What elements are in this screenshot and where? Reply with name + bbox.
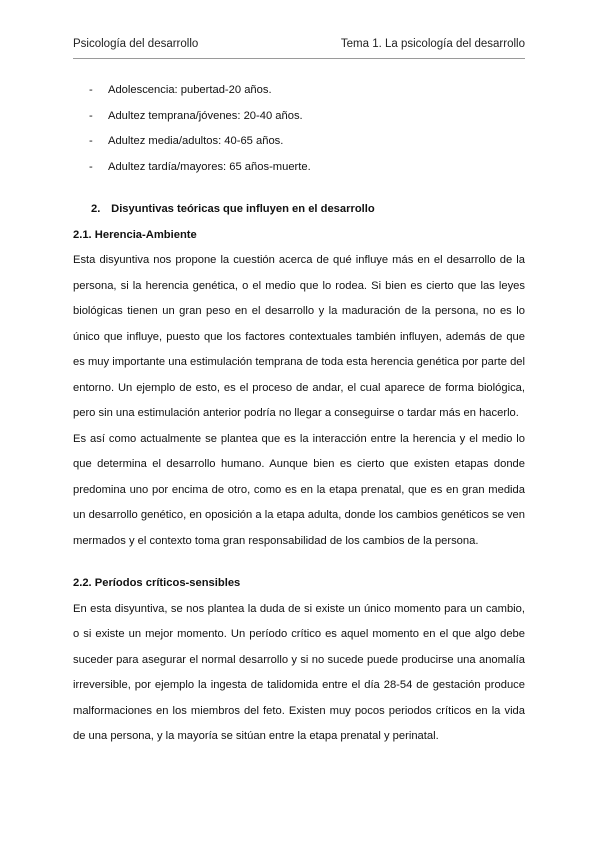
- subsection-heading-periodos-criticos: 2.2. Períodos críticos-sensibles: [73, 577, 241, 589]
- list-dash: -: [89, 160, 93, 173]
- page-content: [73, 78, 525, 750]
- section-title: Disyuntivas teóricas que influyen en el desarrollo: [111, 203, 375, 215]
- header-topic-title: Tema 1. La psicología del desarrollo: [340, 38, 525, 50]
- page-header: [73, 36, 525, 54]
- list-item-text: Adultez temprana/jóvenes: 20-40 años.: [108, 109, 303, 122]
- list-item-text: Adolescencia: pubertad-20 años.: [108, 84, 272, 96]
- list-item: [73, 78, 525, 104]
- list-item: [73, 129, 525, 155]
- list-dash: -: [89, 84, 93, 96]
- list-dash: -: [89, 109, 93, 122]
- list-dash: -: [89, 135, 93, 147]
- subsection-heading-herencia-ambiente: 2.1. Herencia-Ambiente: [73, 228, 197, 241]
- section-number: 2.: [91, 203, 101, 215]
- paragraph: Es así como actualmente se plantea que es la interacción entre la herencia y el medio lo que determina el desarrollo humano. Aunque bien es cierto que existen etapas donde predomina uno por encima de otro, como es en la etapa prenatal, que es en gran medida un desarrollo genético, en oposición a la etapa adulta, donde los cambios genéticos se ven mermados y el contexto toma gran responsabilidad de los cambios de la persona.: [73, 432, 525, 547]
- list-item-text: Adultez tardía/mayores: 65 años-muerte.: [108, 160, 311, 173]
- header-divider: [73, 58, 525, 59]
- header-course-title: Psicología del desarrollo: [73, 38, 199, 50]
- paragraph: En esta disyuntiva, se nos plantea la duda de si existe un único momento para un cambio, o si existe un mejor momento. Un período crítico es aquel momento en el que algo debe suceder para asegurar el normal desarrollo y si no sucede puede producirse una anomalía irreversible, por ejemplo la ingesta de talidomida entre el día 28-54 de gestación produce malformaciones en los miembros del feto. Existen muy pocos periodos críticos en la vida de una persona, y la mayoría se sitúan entre la etapa prenatal y perinatal.: [73, 602, 525, 742]
- section-heading: [73, 197, 525, 223]
- list-item: [73, 104, 525, 130]
- list-item: [73, 155, 525, 181]
- list-item-text: Adultez media/adultos: 40-65 años.: [108, 135, 284, 147]
- paragraph: Esta disyuntiva nos propone la cuestión acerca de qué influye más en el desarrollo de la persona, si la herencia genética, o el medio que lo rodea. Si bien es cierto que las leyes biológicas tienen un gran peso en el desarrollo y la maduración de la persona, no es lo único que influye, puesto que los factores contextuales también influyen, además de que es muy importante una estimulación temprana de toda esta herencia genética por parte del entorno. Un ejemplo de esto, es el proceso de andar, el cual aparece de forma biológica, pero sin una estimulación anterior podría no llegar a conseguirse o tardar más en hacerlo.: [73, 254, 525, 419]
